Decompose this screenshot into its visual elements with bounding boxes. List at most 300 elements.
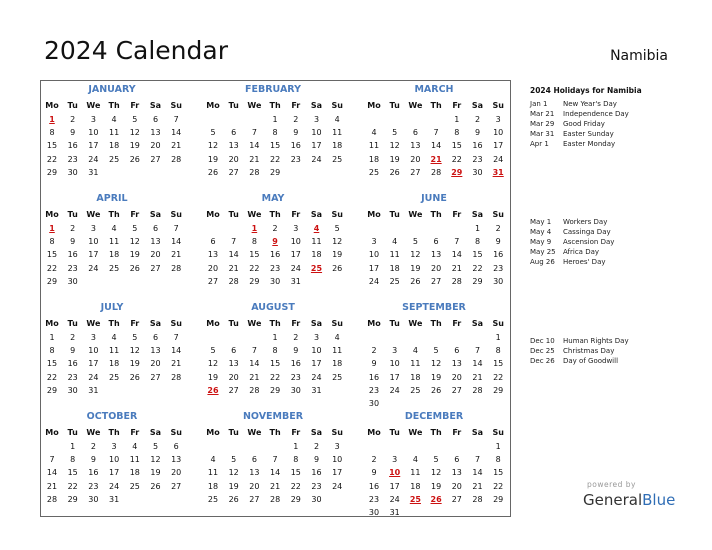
day-cell: 20 xyxy=(150,250,161,260)
day-cell: 11 xyxy=(389,250,400,260)
day-cell: 28 xyxy=(171,154,182,164)
day-cell: 12 xyxy=(129,346,140,356)
day-cell: 23 xyxy=(88,481,99,491)
weekday-header: Fr xyxy=(291,101,301,110)
month-march xyxy=(364,84,504,188)
day-cell: 1 xyxy=(49,333,55,342)
day-cell: 29 xyxy=(270,167,281,177)
day-cell: 6 xyxy=(433,237,439,247)
weekday-header: Fr xyxy=(452,101,462,110)
day-cell: 22 xyxy=(46,154,58,164)
day-cell: 28 xyxy=(228,276,239,286)
month-september xyxy=(364,302,504,406)
month-december xyxy=(364,411,504,515)
weekday-header: Sa xyxy=(471,101,484,110)
day-cell: 27 xyxy=(451,385,462,395)
day-cell: 21 xyxy=(171,250,182,260)
day-cell: 19 xyxy=(332,250,343,260)
weekday-header: Mo xyxy=(367,210,381,219)
day-cell: 9 xyxy=(313,455,320,465)
day-cell: 10 xyxy=(368,250,380,260)
weekday-header: Mo xyxy=(367,319,381,328)
day-cell: 9 xyxy=(371,359,377,369)
day-cell: 22 xyxy=(472,263,483,273)
holiday-day-cell: 1 xyxy=(49,115,55,124)
weekday-header: We xyxy=(86,101,101,110)
weekday-header: Tu xyxy=(389,428,400,437)
weekday-header: Th xyxy=(269,428,281,437)
weekday-header: Sa xyxy=(310,101,323,110)
month-name: DECEMBER xyxy=(404,411,464,422)
day-cell: 25 xyxy=(368,167,380,177)
day-cell: 13 xyxy=(207,250,219,260)
holiday-date: May 25 xyxy=(530,248,556,257)
day-cell: 3 xyxy=(334,442,340,451)
day-cell: 10 xyxy=(109,455,120,465)
day-cell: 6 xyxy=(210,237,216,247)
day-cell: 10 xyxy=(389,359,400,369)
day-cell: 19 xyxy=(129,141,140,151)
day-cell: 10 xyxy=(88,128,99,138)
calendar-grid xyxy=(40,80,511,517)
day-cell: 25 xyxy=(410,385,421,395)
holiday-name: Workers Day xyxy=(563,218,608,226)
day-cell: 5 xyxy=(132,115,138,124)
brand-logo[interactable] xyxy=(583,491,675,509)
day-cell: 14 xyxy=(472,468,483,478)
day-cell: 7 xyxy=(173,115,179,124)
day-cell: 5 xyxy=(392,128,398,138)
powered-by-label: powered by xyxy=(587,480,636,489)
day-cell: 18 xyxy=(332,359,343,369)
day-cell: 10 xyxy=(311,346,322,356)
day-cell: 15 xyxy=(67,468,78,478)
day-cell: 28 xyxy=(171,263,182,273)
weekday-header: We xyxy=(408,319,423,328)
holiday-day-cell: 31 xyxy=(492,167,504,177)
day-cell: 20 xyxy=(249,481,260,491)
day-cell: 16 xyxy=(368,481,380,491)
day-cell: 17 xyxy=(332,468,343,478)
weekday-header: Sa xyxy=(471,210,484,219)
weekday-header: Su xyxy=(331,319,343,328)
day-cell: 22 xyxy=(67,481,78,491)
day-cell: 27 xyxy=(228,385,239,395)
day-cell: 19 xyxy=(431,481,442,491)
day-cell: 20 xyxy=(228,154,239,164)
day-cell: 4 xyxy=(412,455,418,465)
day-cell: 14 xyxy=(472,359,483,369)
day-cell: 4 xyxy=(210,455,216,465)
day-cell: 13 xyxy=(451,359,462,369)
day-cell: 30 xyxy=(493,276,504,286)
weekday-header: Su xyxy=(492,210,504,219)
day-cell: 23 xyxy=(472,154,483,164)
day-cell: 15 xyxy=(451,141,462,151)
day-cell: 2 xyxy=(272,224,278,233)
page-title: 2024 Calendar xyxy=(44,36,228,65)
day-cell: 13 xyxy=(171,455,182,465)
day-cell: 18 xyxy=(109,250,120,260)
day-cell: 23 xyxy=(270,263,281,273)
day-cell: 9 xyxy=(371,468,377,478)
day-cell: 9 xyxy=(495,237,501,247)
day-cell: 19 xyxy=(207,372,219,382)
weekday-header: Mo xyxy=(45,101,59,110)
holiday-day-cell: 25 xyxy=(310,263,323,273)
weekday-header: Th xyxy=(108,210,120,219)
day-cell: 18 xyxy=(332,141,343,151)
weekday-header: Tu xyxy=(228,319,239,328)
day-cell: 26 xyxy=(207,167,219,177)
day-cell: 9 xyxy=(293,128,299,138)
holiday-name: Good Friday xyxy=(563,120,605,129)
day-cell: 2 xyxy=(313,442,320,451)
day-cell: 14 xyxy=(46,468,58,478)
day-cell: 9 xyxy=(293,346,299,356)
day-cell: 13 xyxy=(150,237,161,247)
day-cell: 18 xyxy=(410,372,421,382)
day-cell: 27 xyxy=(228,167,239,177)
day-cell: 12 xyxy=(389,141,400,151)
day-cell: 7 xyxy=(433,128,439,138)
day-cell: 20 xyxy=(171,468,182,478)
day-cell: 21 xyxy=(249,372,260,382)
weekday-header: We xyxy=(408,101,423,110)
day-cell: 6 xyxy=(454,455,460,465)
day-cell: 16 xyxy=(270,250,281,260)
weekday-header: Tu xyxy=(228,210,239,219)
day-cell: 14 xyxy=(431,141,442,151)
day-cell: 23 xyxy=(67,372,78,382)
weekday-header: Th xyxy=(108,101,120,110)
weekday-header: Fr xyxy=(452,319,462,328)
holiday-date: May 1 xyxy=(530,218,552,226)
day-cell: 2 xyxy=(495,224,501,233)
day-cell: 22 xyxy=(270,154,281,164)
holiday-date: Mar 31 xyxy=(530,130,555,139)
holiday-date: May 4 xyxy=(530,228,552,237)
holiday-name: Easter Monday xyxy=(563,140,616,149)
day-cell: 6 xyxy=(231,128,237,138)
holiday-day-cell: 1 xyxy=(49,224,55,233)
day-cell: 5 xyxy=(412,237,418,247)
day-cell: 19 xyxy=(228,481,239,491)
day-cell: 30 xyxy=(67,167,78,177)
day-cell: 17 xyxy=(88,250,99,260)
day-cell: 2 xyxy=(293,115,299,124)
weekday-header: Mo xyxy=(45,428,59,437)
day-cell: 5 xyxy=(210,346,216,356)
day-cell: 21 xyxy=(451,263,462,273)
day-cell: 15 xyxy=(46,141,58,151)
day-cell: 29 xyxy=(46,167,58,177)
day-cell: 24 xyxy=(311,154,322,164)
day-cell: 22 xyxy=(46,372,58,382)
day-cell: 24 xyxy=(88,372,99,382)
day-cell: 27 xyxy=(150,372,161,382)
day-cell: 6 xyxy=(152,224,159,233)
day-cell: 13 xyxy=(410,141,421,151)
day-cell: 15 xyxy=(493,359,504,369)
month-november xyxy=(203,411,343,515)
day-cell: 28 xyxy=(472,385,483,395)
day-cell: 21 xyxy=(472,372,483,382)
day-cell: 21 xyxy=(270,481,281,491)
day-cell: 25 xyxy=(389,276,400,286)
weekday-header: Mo xyxy=(45,319,59,328)
weekday-header: Fr xyxy=(291,210,301,219)
day-cell: 21 xyxy=(171,141,182,151)
day-cell: 25 xyxy=(129,481,140,491)
weekday-header: Fr xyxy=(452,428,462,437)
month-name: MARCH xyxy=(414,84,454,95)
day-cell: 22 xyxy=(290,481,301,491)
day-cell: 26 xyxy=(431,385,442,395)
holiday-date: Apr 1 xyxy=(530,140,549,149)
day-cell: 23 xyxy=(368,494,380,504)
day-cell: 11 xyxy=(109,237,120,247)
month-name: OCTOBER xyxy=(86,411,138,422)
day-cell: 21 xyxy=(46,481,58,491)
holiday-date: Dec 10 xyxy=(530,337,555,345)
weekday-header: Fr xyxy=(130,428,140,437)
day-cell: 22 xyxy=(493,372,504,382)
day-cell: 2 xyxy=(70,224,76,233)
day-cell: 8 xyxy=(495,455,501,465)
month-name: FEBRUARY xyxy=(245,84,301,95)
weekday-header: Tu xyxy=(67,101,78,110)
day-cell: 30 xyxy=(290,385,301,395)
day-cell: 24 xyxy=(311,372,322,382)
day-cell: 7 xyxy=(49,455,55,465)
weekday-header: Th xyxy=(430,319,442,328)
day-cell: 12 xyxy=(150,455,161,465)
day-cell: 14 xyxy=(249,359,260,369)
day-cell: 24 xyxy=(493,154,504,164)
day-cell: 16 xyxy=(67,250,78,260)
day-cell: 18 xyxy=(129,468,140,478)
weekday-header: Th xyxy=(430,101,442,110)
day-cell: 11 xyxy=(332,346,343,356)
day-cell: 29 xyxy=(46,385,58,395)
day-cell: 13 xyxy=(451,468,462,478)
day-cell: 18 xyxy=(389,263,400,273)
day-cell: 28 xyxy=(249,385,260,395)
day-cell: 16 xyxy=(290,141,301,151)
day-cell: 7 xyxy=(251,128,257,138)
holiday-name: Africa Day xyxy=(563,248,600,257)
day-cell: 15 xyxy=(46,359,58,369)
weekday-header: Sa xyxy=(310,319,323,328)
day-cell: 20 xyxy=(431,263,442,273)
day-cell: 5 xyxy=(334,224,340,233)
day-cell: 10 xyxy=(290,237,301,247)
day-cell: 26 xyxy=(129,263,140,273)
day-cell: 2 xyxy=(293,333,299,342)
day-cell: 27 xyxy=(150,263,161,273)
day-cell: 29 xyxy=(67,494,78,504)
day-cell: 18 xyxy=(109,141,120,151)
day-cell: 18 xyxy=(109,359,120,369)
day-cell: 25 xyxy=(109,263,120,273)
day-cell: 24 xyxy=(368,276,380,286)
day-cell: 11 xyxy=(129,455,140,465)
day-cell: 9 xyxy=(474,128,481,138)
month-name: MAY xyxy=(261,193,285,204)
day-cell: 1 xyxy=(474,224,481,233)
weekday-header: Sa xyxy=(149,428,162,437)
weekday-header: Fr xyxy=(130,101,140,110)
day-cell: 12 xyxy=(332,237,343,247)
month-april xyxy=(42,193,182,297)
day-cell: 29 xyxy=(493,494,504,504)
day-cell: 1 xyxy=(272,115,278,124)
day-cell: 28 xyxy=(171,372,182,382)
weekday-header: Fr xyxy=(291,428,301,437)
weekday-header: We xyxy=(86,428,101,437)
day-cell: 26 xyxy=(332,263,343,273)
day-cell: 4 xyxy=(334,115,340,124)
month-name: AUGUST xyxy=(251,302,295,313)
day-cell: 9 xyxy=(70,237,76,247)
weekday-header: Mo xyxy=(45,210,59,219)
weekday-header: Mo xyxy=(206,210,220,219)
day-cell: 26 xyxy=(228,494,239,504)
day-cell: 27 xyxy=(171,481,182,491)
day-cell: 30 xyxy=(368,399,380,408)
day-cell: 5 xyxy=(152,442,159,451)
day-cell: 15 xyxy=(493,468,504,478)
holiday-name: Independence Day xyxy=(563,110,629,119)
day-cell: 17 xyxy=(389,372,400,382)
day-cell: 22 xyxy=(46,263,58,273)
holiday-date: Mar 29 xyxy=(530,120,555,129)
holiday-name: Day of Goodwill xyxy=(563,357,619,366)
weekday-header: Sa xyxy=(149,319,162,328)
day-cell: 20 xyxy=(410,154,421,164)
day-cell: 11 xyxy=(311,237,322,247)
day-cell: 24 xyxy=(389,385,400,395)
holiday-date: Jan 1 xyxy=(530,100,548,108)
weekday-header: Fr xyxy=(452,210,462,219)
day-cell: 6 xyxy=(152,333,159,342)
day-cell: 29 xyxy=(290,494,301,504)
weekday-header: Sa xyxy=(149,101,162,110)
holiday-day-cell: 26 xyxy=(207,385,219,395)
weekday-header: We xyxy=(408,428,423,437)
weekday-header: Su xyxy=(492,428,504,437)
day-cell: 3 xyxy=(392,346,398,356)
day-cell: 21 xyxy=(171,359,182,369)
weekday-header: We xyxy=(247,210,262,219)
weekday-header: Sa xyxy=(310,428,323,437)
holiday-name: Easter Sunday xyxy=(563,130,614,139)
day-cell: 28 xyxy=(46,494,58,504)
day-cell: 29 xyxy=(472,276,483,286)
day-cell: 17 xyxy=(389,481,400,491)
day-cell: 1 xyxy=(495,333,501,342)
weekday-header: Tu xyxy=(67,319,78,328)
day-cell: 19 xyxy=(129,359,140,369)
day-cell: 29 xyxy=(46,276,58,286)
weekday-header: Sa xyxy=(149,210,162,219)
day-cell: 31 xyxy=(88,167,99,177)
day-cell: 6 xyxy=(251,455,257,465)
day-cell: 20 xyxy=(207,263,219,273)
country-label: Namibia xyxy=(610,48,668,64)
day-cell: 8 xyxy=(49,128,55,138)
day-cell: 8 xyxy=(70,455,76,465)
day-cell: 3 xyxy=(313,333,320,342)
day-cell: 23 xyxy=(493,263,504,273)
day-cell: 6 xyxy=(231,346,237,356)
day-cell: 30 xyxy=(67,385,78,395)
day-cell: 14 xyxy=(270,468,281,478)
day-cell: 26 xyxy=(129,372,140,382)
day-cell: 27 xyxy=(150,154,161,164)
weekday-header: Su xyxy=(331,101,343,110)
weekday-header: Mo xyxy=(206,319,220,328)
weekday-header: Sa xyxy=(310,210,323,219)
day-cell: 3 xyxy=(90,333,96,342)
day-cell: 17 xyxy=(109,468,120,478)
day-cell: 20 xyxy=(451,372,462,382)
day-cell: 15 xyxy=(290,468,301,478)
day-cell: 2 xyxy=(371,346,377,356)
month-name: SEPTEMBER xyxy=(402,302,466,313)
weekday-header: Sa xyxy=(471,428,484,437)
day-cell: 3 xyxy=(392,455,398,465)
day-cell: 30 xyxy=(368,508,380,517)
month-may xyxy=(203,193,343,297)
day-cell: 12 xyxy=(129,128,140,138)
weekday-header: We xyxy=(86,319,101,328)
day-cell: 24 xyxy=(88,263,99,273)
day-cell: 18 xyxy=(207,481,219,491)
holidays-title: 2024 Holidays for Namibia xyxy=(530,86,642,95)
day-cell: 30 xyxy=(67,276,78,286)
day-cell: 7 xyxy=(454,237,460,247)
day-cell: 30 xyxy=(472,167,483,177)
day-cell: 10 xyxy=(88,237,99,247)
day-cell: 4 xyxy=(371,128,377,138)
day-cell: 15 xyxy=(270,141,281,151)
day-cell: 23 xyxy=(67,263,78,273)
day-cell: 4 xyxy=(392,237,398,247)
day-cell: 18 xyxy=(368,154,380,164)
day-cell: 24 xyxy=(88,154,99,164)
day-cell: 31 xyxy=(109,494,120,504)
day-cell: 29 xyxy=(249,276,260,286)
day-cell: 7 xyxy=(231,237,237,247)
day-cell: 2 xyxy=(90,442,96,451)
day-cell: 27 xyxy=(410,167,421,177)
day-cell: 16 xyxy=(290,359,301,369)
day-cell: 8 xyxy=(49,346,55,356)
day-cell: 6 xyxy=(152,115,159,124)
day-cell: 18 xyxy=(410,481,421,491)
day-cell: 30 xyxy=(88,494,99,504)
weekday-header: Mo xyxy=(206,428,220,437)
day-cell: 16 xyxy=(67,359,78,369)
day-cell: 12 xyxy=(207,141,219,151)
day-cell: 20 xyxy=(228,372,239,382)
month-february xyxy=(203,84,343,188)
weekday-header: We xyxy=(247,101,262,110)
day-cell: 17 xyxy=(290,250,301,260)
day-cell: 3 xyxy=(495,115,501,124)
